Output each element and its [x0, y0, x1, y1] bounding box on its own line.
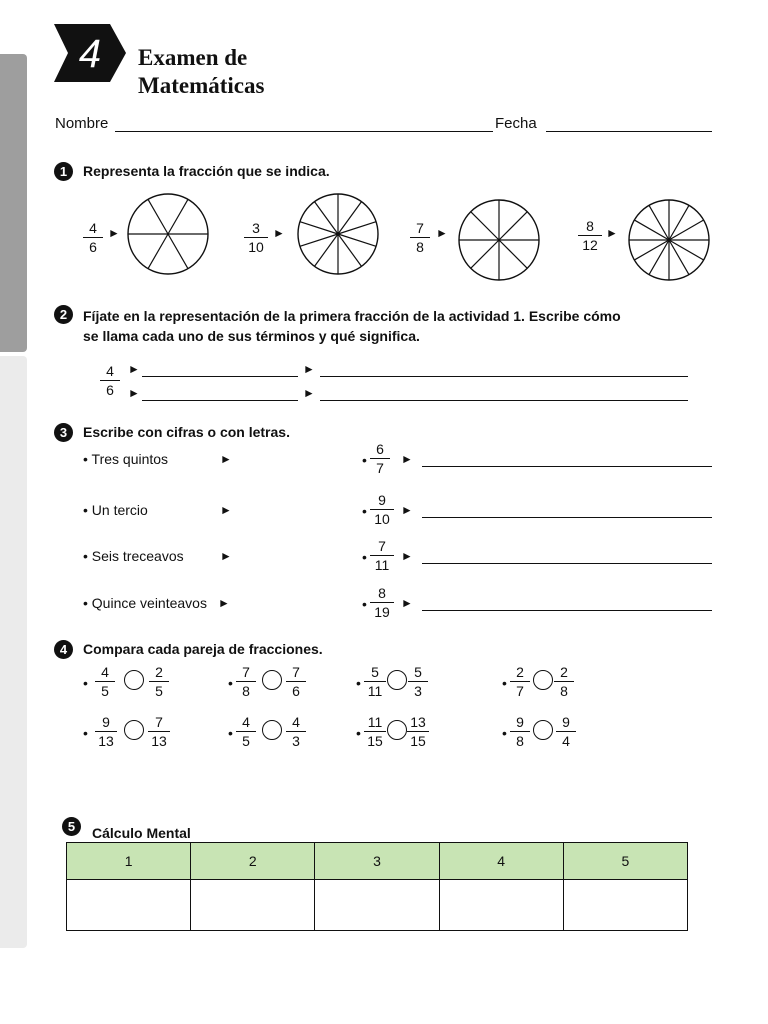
- q3-fraction: 6 7: [370, 441, 390, 476]
- question-5-number: 5: [62, 817, 81, 836]
- arrow-icon: ►: [436, 226, 448, 240]
- q1-fraction-3: 7 8: [410, 220, 430, 255]
- arrow-icon: ►: [401, 503, 413, 517]
- circle-divided-10[interactable]: [296, 192, 380, 276]
- q3-fraction: 7 11: [370, 538, 394, 573]
- numerator-meaning-field[interactable]: [320, 376, 688, 377]
- bullet: •: [356, 675, 361, 691]
- compare-fraction-b: 7 13: [148, 714, 170, 749]
- numerator-term-field[interactable]: [142, 376, 298, 377]
- compare-circle[interactable]: [533, 720, 553, 740]
- page-title: [138, 44, 264, 100]
- answer-cell[interactable]: [67, 880, 191, 931]
- compare-circle[interactable]: [124, 720, 144, 740]
- bullet: •: [228, 675, 233, 691]
- arrow-icon: ►: [220, 452, 232, 466]
- compare-fraction-a: 5 11: [364, 664, 386, 699]
- denominator-meaning-field[interactable]: [320, 400, 688, 401]
- answer-field[interactable]: [422, 610, 712, 611]
- arrow-icon: ►: [108, 226, 120, 240]
- unit-number: 4: [78, 32, 102, 76]
- question-3-number: 3: [54, 423, 73, 442]
- arrow-icon: ►: [401, 596, 413, 610]
- arrow-icon: ►: [220, 503, 232, 517]
- bullet: •: [362, 452, 367, 468]
- arrow-icon: ►: [303, 386, 315, 400]
- table-header-cell: 3: [315, 843, 439, 880]
- arrow-icon: ►: [401, 452, 413, 466]
- bullet: •: [356, 725, 361, 741]
- question-5-text: Cálculo Mental: [92, 825, 191, 841]
- compare-fraction-a: 9 13: [95, 714, 117, 749]
- word-item: • Quince veinteavos: [83, 595, 207, 611]
- circle-divided-8[interactable]: [457, 198, 541, 282]
- table-header-row: [67, 843, 688, 880]
- compare-fraction-b: 4 3: [286, 714, 306, 749]
- compare-fraction-a: 9 8: [510, 714, 530, 749]
- arrow-icon: ►: [218, 596, 230, 610]
- name-field[interactable]: [115, 131, 493, 132]
- compare-fraction-b: 2 8: [554, 664, 574, 699]
- arrow-icon: ►: [220, 549, 232, 563]
- word-item: • Tres quintos: [83, 451, 169, 467]
- answer-field[interactable]: [422, 466, 712, 467]
- q1-fraction-4: 8 12: [578, 218, 602, 253]
- q1-fraction-2: 3 10: [244, 220, 268, 255]
- date-label: Fecha: [495, 115, 537, 132]
- bullet: •: [83, 725, 88, 741]
- compare-fraction-b: 9 4: [556, 714, 576, 749]
- q3-fraction: 9 10: [370, 492, 394, 527]
- compare-circle[interactable]: [387, 670, 407, 690]
- mental-calc-table: [66, 842, 688, 931]
- bullet: •: [502, 675, 507, 691]
- table-header-cell: 2: [191, 843, 315, 880]
- compare-fraction-b: 5 3: [408, 664, 428, 699]
- table-row: [67, 880, 688, 931]
- word-item: • Un tercio: [83, 502, 148, 518]
- compare-fraction-b: 7 6: [286, 664, 306, 699]
- bullet: •: [502, 725, 507, 741]
- bullet: •: [362, 503, 367, 519]
- table-header-cell: 1: [67, 843, 191, 880]
- table-header-cell: 5: [563, 843, 687, 880]
- compare-circle[interactable]: [124, 670, 144, 690]
- compare-fraction-a: 7 8: [236, 664, 256, 699]
- arrow-icon: ►: [303, 362, 315, 376]
- circle-divided-12[interactable]: [627, 198, 711, 282]
- answer-cell[interactable]: [563, 880, 687, 931]
- bullet: •: [362, 596, 367, 612]
- compare-fraction-a: 11 15: [364, 714, 386, 749]
- table-header-cell: 4: [439, 843, 563, 880]
- answer-cell[interactable]: [315, 880, 439, 931]
- question-2-number: 2: [54, 305, 73, 324]
- bullet: •: [83, 675, 88, 691]
- name-label: Nombre: [55, 115, 109, 132]
- sidebar-tab-light: [0, 356, 27, 948]
- compare-fraction-a: 4 5: [236, 714, 256, 749]
- compare-circle[interactable]: [387, 720, 407, 740]
- answer-field[interactable]: [422, 563, 712, 564]
- circle-divided-6[interactable]: [126, 192, 210, 276]
- question-1-number: 1: [54, 162, 73, 181]
- word-item: • Seis treceavos: [83, 548, 184, 564]
- compare-circle[interactable]: [533, 670, 553, 690]
- arrow-icon: ►: [606, 226, 618, 240]
- compare-circle[interactable]: [262, 670, 282, 690]
- question-2-line-2: se llama cada uno de sus términos y qué significa.: [83, 328, 420, 344]
- q1-fraction-1: 4 6: [83, 220, 103, 255]
- title-line-2: Matemáticas: [138, 73, 265, 98]
- compare-fraction-a: 2 7: [510, 664, 530, 699]
- title-line-1: Examen de: [138, 45, 248, 70]
- bullet: •: [362, 549, 367, 565]
- date-field[interactable]: [546, 131, 712, 132]
- compare-fraction-b: 13 15: [407, 714, 429, 749]
- compare-fraction-b: 2 5: [149, 664, 169, 699]
- answer-field[interactable]: [422, 517, 712, 518]
- compare-circle[interactable]: [262, 720, 282, 740]
- arrow-icon: ►: [401, 549, 413, 563]
- question-2-text: [83, 306, 621, 346]
- bullet: •: [228, 725, 233, 741]
- arrow-icon: ►: [128, 362, 140, 376]
- answer-cell[interactable]: [439, 880, 563, 931]
- arrow-icon: ►: [273, 226, 285, 240]
- question-1-text: Representa la fracción que se indica.: [83, 163, 330, 179]
- denominator-term-field[interactable]: [142, 400, 298, 401]
- question-2-line-1: Fíjate en la representación de la primera fracción de la actividad 1. Escribe cómo: [83, 308, 621, 324]
- compare-fraction-a: 4 5: [95, 664, 115, 699]
- question-4-text: Compara cada pareja de fracciones.: [83, 641, 323, 657]
- q2-fraction: 4 6: [100, 363, 120, 398]
- answer-cell[interactable]: [191, 880, 315, 931]
- sidebar-tab-dark: [0, 54, 27, 352]
- question-3-text: Escribe con cifras o con letras.: [83, 424, 290, 440]
- arrow-icon: ►: [128, 386, 140, 400]
- q3-fraction: 8 19: [370, 585, 394, 620]
- question-4-number: 4: [54, 640, 73, 659]
